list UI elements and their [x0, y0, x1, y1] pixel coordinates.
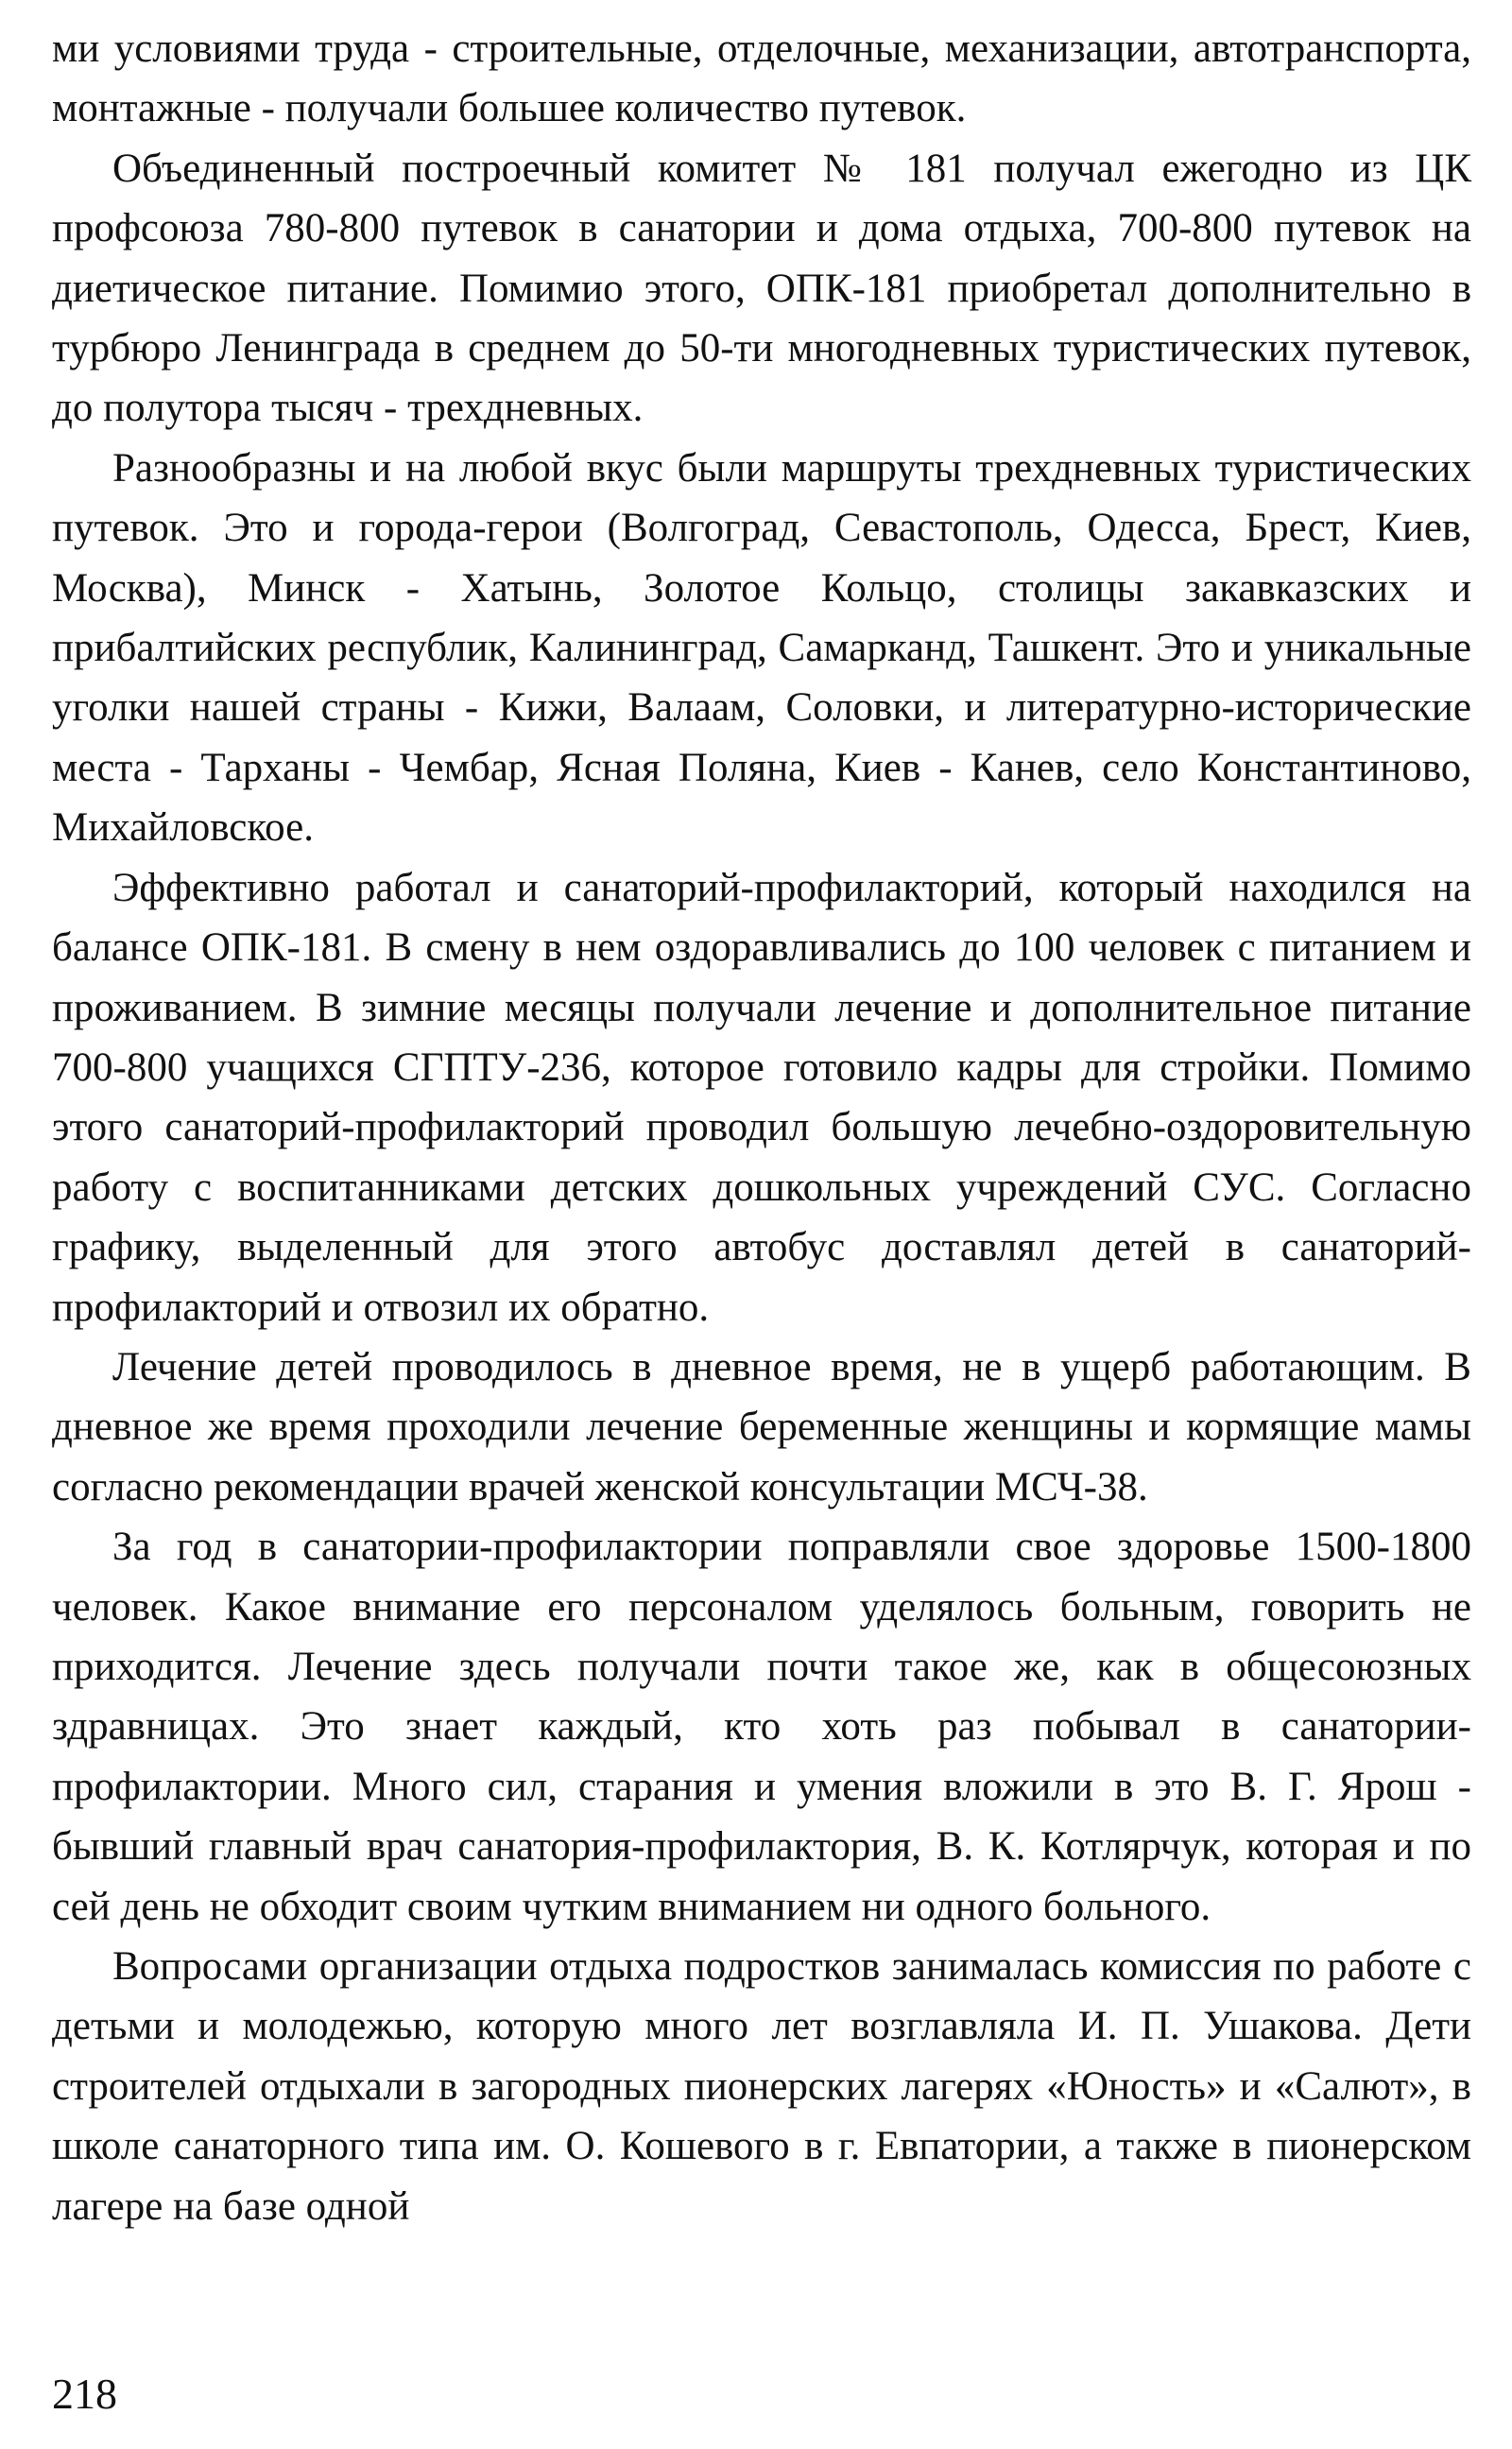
paragraph: Эффективно работал и санаторий-профилакторий, который находился на балансе ОПК-181. В смену в нем оздоравливались до 100 человек с питанием и проживанием. В зимние месяцы получали лечение и дополнительное питание 700-800 учащихся СГПТУ-236, которое готовило кадры для стройки. Помимо этого санаторий-профилакторий проводил большую лечебно-оздоровительную работу с воспитанниками детских дошкольных учреждений СУС. Согласно графику, выделенный для этого автобус доставлял детей в санаторий-профилакторий и отвозил их обратно.	[52, 865, 1471, 1330]
page-number: 218	[52, 2370, 117, 2418]
page-body	[52, 19, 1471, 2236]
paragraph: Лечение детей проводилось в дневное время, не в ущерб работающим. В дневное же время проходили лечение беременные женщины и кормящие мамы согласно рекомендации врачей женской консультации МСЧ-38.	[52, 1344, 1471, 1509]
paragraph: Объединенный построечный комитет № 181 получал ежегодно из ЦК профсоюза 780-800 путевок в санатории и дома отдыха, 700-800 путевок на диетическое питание. Помимио этого, ОПК-181 приобретал дополнительно в турбюро Ленинграда в среднем до 50-ти многодневных туристических путевок, до полутора тысяч - трехдневных.	[52, 146, 1471, 431]
paragraph: Вопросами организации отдыха подростков занималась комиссия по работе с детьми и молодежью, которую много лет возглавляла И. П. Ушакова. Дети строителей отдыхали в загородных пионерских лагерях «Юность» и «Салют», в школе санаторного типа им. О. Кошевого в г. Евпатории, а также в пионерском лагере на базе одной	[52, 1944, 1471, 2229]
paragraph: ми условиями труда - строительные, отделочные, механизации, автотранспорта, монтажные - получали большее количество путевок.	[52, 26, 1471, 131]
paragraph: Разнообразны и на любой вкус были маршруты трехдневных туристических путевок. Это и города-герои (Волгоград, Севастополь, Одесса, Брест, Киев, Москва), Минск - Хатынь, Золотое Кольцо, столицы закавказских и прибалтийских республик, Калининград, Самарканд, Ташкент. Это и уникальные уголки нашей страны - Кижи, Валаам, Соловки, и литературно-исторические места - Тарханы - Чембар, Ясная Поляна, Киев - Канев, село Константиново, Михайловское.	[52, 445, 1471, 851]
paragraph: За год в санатории-профилактории поправляли свое здоровье 1500-1800 человек. Какое внимание его персоналом уделялось больным, говорить не приходится. Лечение здесь получали почти такое же, как в общесоюзных здравницах. Это знает каждый, кто хоть раз побывал в санатории-профилактории. Много сил, старания и умения вложили в это В. Г. Ярош - бывший главный врач санатория-профилактория, В. К. Котлярчук, которая и по сей день не обходит своим чутким вниманием ни одного больного.	[52, 1525, 1471, 1929]
